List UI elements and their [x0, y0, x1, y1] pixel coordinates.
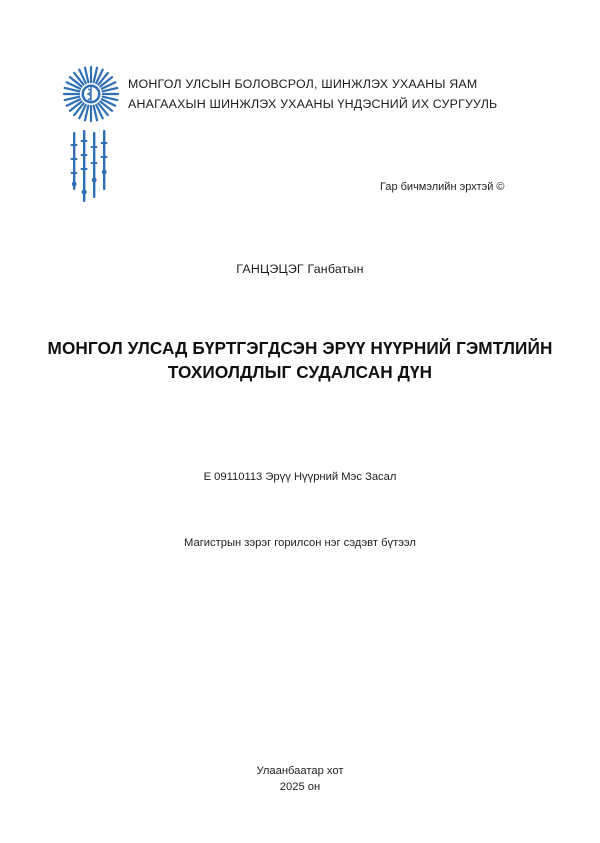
author-name: ГАНЦЭЦЭГ Ганбатын [236, 262, 364, 276]
copyright-notice: Гар бичмэлийн эрхтэй © [380, 181, 505, 193]
institution-header [128, 74, 588, 114]
place-and-year [0, 763, 600, 795]
degree-statement: Магистрын зэрэг горилсон нэг сэдэвт бүтээл [184, 537, 416, 549]
specialty-code: E 09110113 Эрүү Нүүрний Мэс Засал [203, 471, 397, 483]
city: Улаанбаатар хот [256, 765, 344, 777]
thesis-title-line-1: МОНГОЛ УЛСАД БҮРТГЭГДСЭН ЭРҮҮ НҮҮРНИЙ ГЭМТЛИЙН [47, 338, 553, 358]
ministry-name: МОНГОЛ УЛСЫН БОЛОВСРОЛ, ШИНЖЛЭХ УХААНЫ ЯАМ [128, 77, 478, 91]
thesis-title [0, 336, 600, 384]
thesis-title-line-2: ТОХИОЛДЛЫГ СУДАЛСАН ДҮН [167, 362, 433, 382]
university-emblem-icon [58, 62, 124, 212]
university-name: АНАГААХЫН ШИНЖЛЭХ УХААНЫ ҮНДЭСНИЙ ИХ СУРГУУЛЬ [128, 97, 498, 111]
year: 2025 он [279, 781, 321, 793]
